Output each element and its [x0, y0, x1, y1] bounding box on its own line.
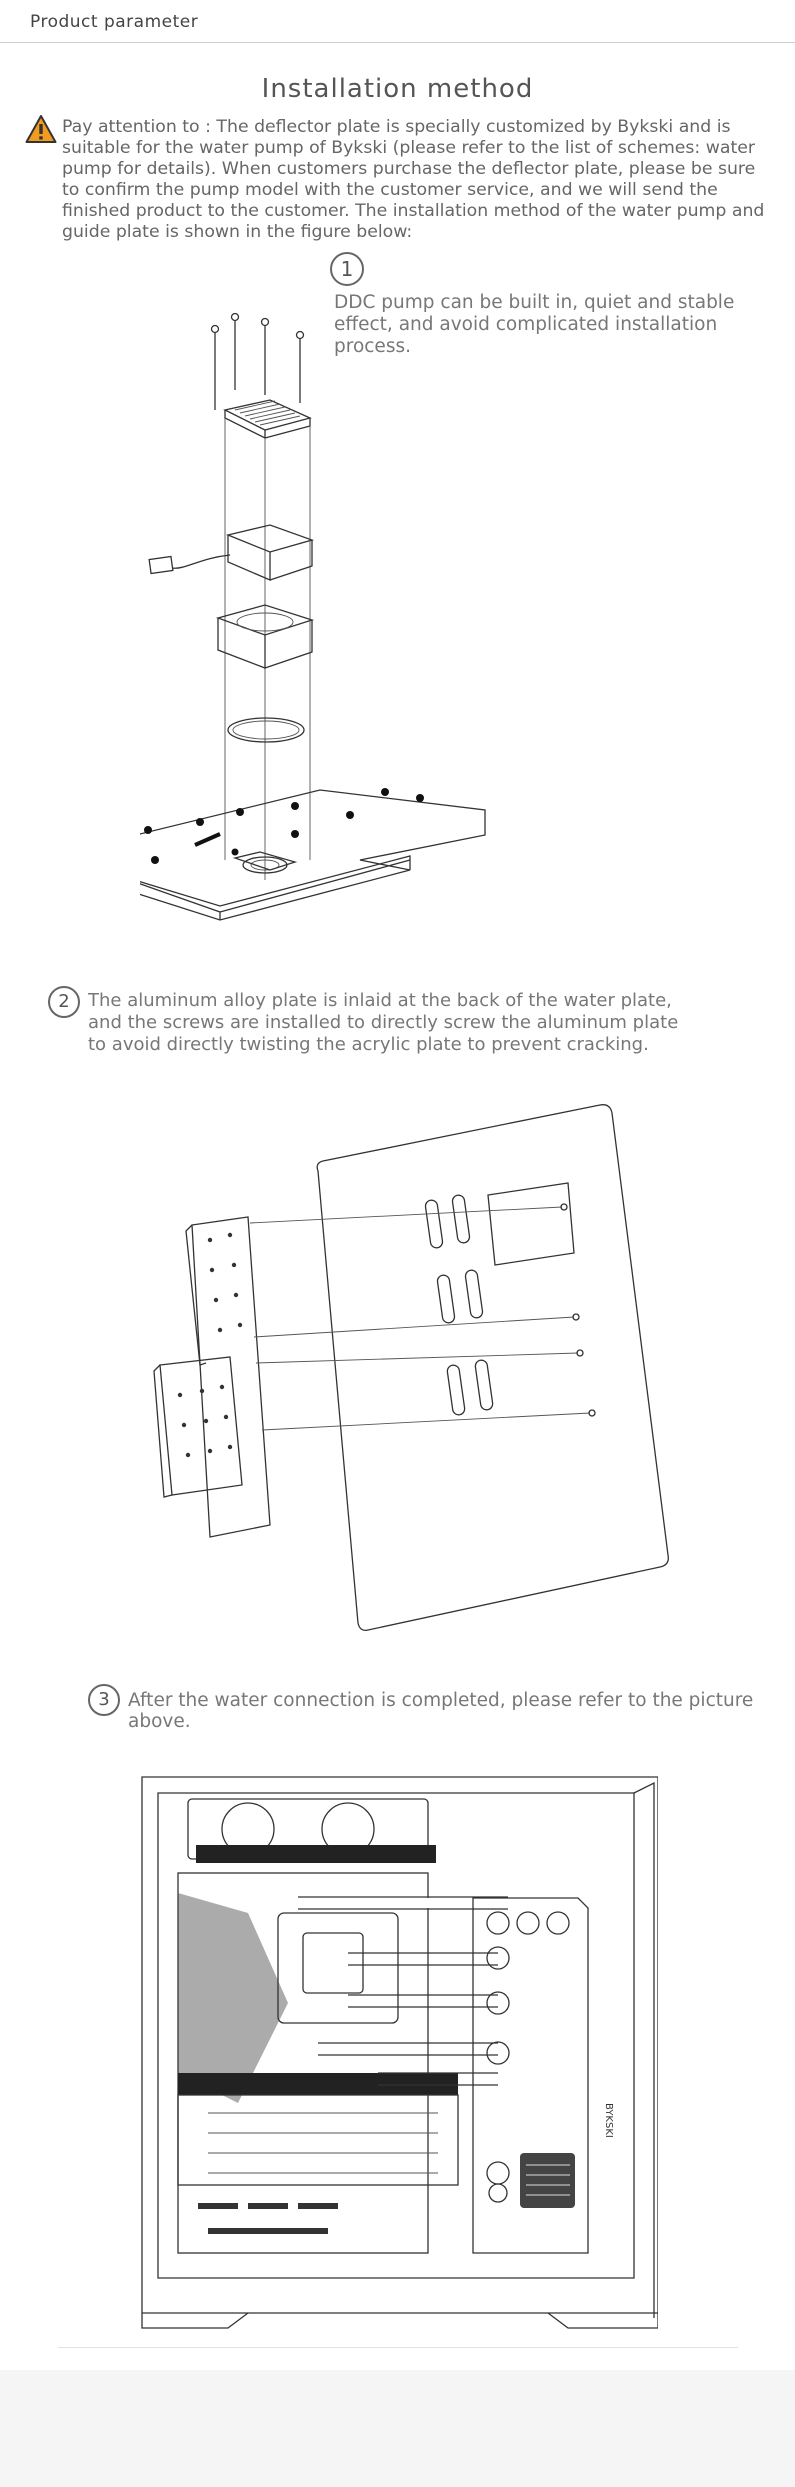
section-title: Installation method: [261, 74, 534, 104]
step-1-text: DDC pump can be built in, quiet and stable effect, and avoid complicated installation process.: [334, 292, 735, 357]
footer-area: [0, 2370, 795, 2487]
step-3-text: After the water connection is completed, please refer to the picture above.: [128, 1690, 754, 1732]
header-label: Product parameter: [30, 12, 199, 32]
step-2-number: 2: [48, 986, 80, 1018]
pump-exploded-diagram: [140, 300, 540, 930]
attention-paragraph: Pay attention to : The deflector plate is specially customized by Bykski and is suitable for the water pump of Bykski (please refer to the list of schemes: water pump for details). When customers purchase the deflector plate, please be sure to confirm the pump model with the customer service, and we will send the finished product to the customer. The installation method of the water pump and guide plate is shown in the figure below:: [62, 117, 765, 242]
bottom-divider: [58, 2347, 738, 2348]
step-1-number: 1: [330, 252, 364, 286]
plate-mounting-diagram: [150, 1095, 670, 1635]
bykski-logo: BYKSKI: [603, 2103, 614, 2138]
step-2-text: The aluminum alloy plate is inlaid at the back of the water plate, and the screws are installed to directly screw the aluminum plate to avoid directly twisting the acrylic plate to prevent cracking.: [88, 990, 679, 1055]
warning-triangle-icon: [25, 114, 57, 144]
pc-case-diagram: [138, 1773, 658, 2333]
step-3-number: 3: [88, 1684, 120, 1716]
